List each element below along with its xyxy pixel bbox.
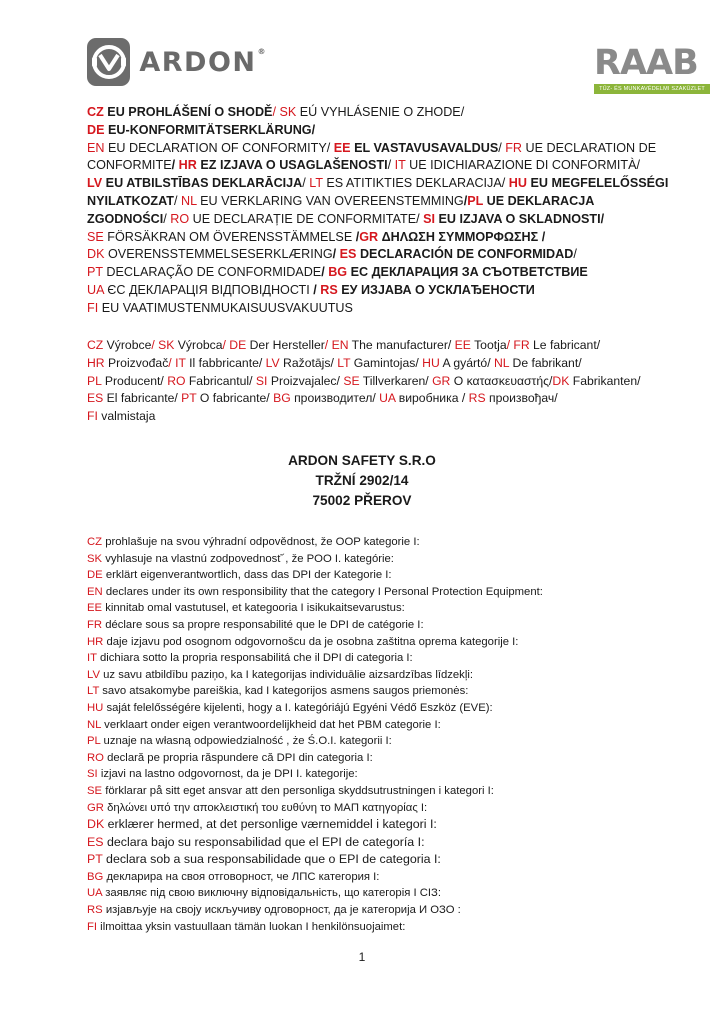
language-code: EE xyxy=(87,602,103,615)
line-text: DECLARAÇÃO DE CONFORMIDADE xyxy=(102,265,322,280)
declaration-text: ilmoittaa yksin vastuullaan tämän luokan I henkilönsuojaimet: xyxy=(97,920,406,933)
line-text: Fabricantul/ xyxy=(185,373,256,388)
declaration-line xyxy=(87,783,697,800)
title-line xyxy=(87,140,657,158)
declaration-text: daje izjavu pod osognom odgovornošcu da je osobna zaštitna oprema kategorije I: xyxy=(103,635,519,648)
line-text: ΔΗΛΩΣΗ ΣΥΜΜΟΡΦΩΣΗΣ / xyxy=(378,229,546,244)
title-line xyxy=(87,104,647,122)
language-code: GR xyxy=(359,229,379,244)
language-code: RO xyxy=(87,751,104,764)
title-line xyxy=(87,246,647,264)
line-text: / xyxy=(355,229,360,244)
company-city: 75002 PŘEROV xyxy=(312,493,412,508)
language-code: SI xyxy=(423,211,435,226)
language-code: UA xyxy=(379,391,396,406)
declaration-text: изјављује на своју искључиву одговорност, да је категорија И ОЗО : xyxy=(102,904,461,917)
language-code: / xyxy=(222,338,230,352)
declaration-text: verklaart onder eigen verantwoordelijkheid dat het PBM categorie I: xyxy=(101,718,441,731)
language-code: CZ xyxy=(87,338,104,352)
raab-logo-text: RAAB xyxy=(594,43,698,83)
raab-logo xyxy=(594,43,710,96)
language-code: DK xyxy=(552,373,570,388)
declaration-line xyxy=(87,534,697,551)
line-text: OVERENSSTEMMELSESERKLÆRING xyxy=(104,247,333,262)
line-text: ЄС ДЕКЛАРАЦІЯ ВІДПОВІДНОСТІ xyxy=(103,282,314,297)
line-text: Výrobce xyxy=(103,338,152,352)
language-code: FR xyxy=(513,338,530,352)
declaration-line xyxy=(87,766,697,783)
declaration-statements xyxy=(87,534,697,935)
line-text: The manufacturer/ xyxy=(348,338,455,352)
language-code: HU xyxy=(508,176,527,191)
line-text: Tootja xyxy=(470,338,507,352)
language-code: SK xyxy=(87,552,103,565)
language-code: ES xyxy=(339,247,357,262)
declaration-line xyxy=(87,584,697,601)
declaration-line xyxy=(87,733,697,750)
language-code: SI xyxy=(255,373,268,388)
line-text: производител/ xyxy=(290,391,380,406)
line-text: Proizvođač xyxy=(104,355,169,370)
declaration-text: erklärt eigenverantwortlich, dass das DPI der Kategorie I: xyxy=(102,569,392,582)
declaration-text: declara sob a sua responsabilidade que o EPI de categoria I: xyxy=(102,852,441,867)
manufacturer-line xyxy=(87,355,687,373)
language-code: RO xyxy=(170,211,190,226)
language-code: PL xyxy=(467,193,484,208)
language-code: DK xyxy=(87,247,105,262)
language-code: FI xyxy=(87,920,98,933)
language-code: EN xyxy=(87,140,105,155)
line-text: Gamintojas/ xyxy=(350,355,423,370)
language-code: SE xyxy=(87,229,104,244)
language-code: HR xyxy=(178,158,197,173)
language-code: EN xyxy=(87,585,103,598)
ardon-badge-icon xyxy=(87,38,130,86)
line-text: EZ IZJAVA O USAGLAŠENOSTI xyxy=(196,158,388,173)
company-name: ARDON SAFETY S.R.O xyxy=(288,453,436,468)
language-code: SE xyxy=(343,373,360,388)
language-code: PT xyxy=(87,265,103,280)
raab-tagline: TŰZ- ÉS MUNKAVÉDELMI SZAKÜZLET xyxy=(594,84,710,94)
language-code: LV xyxy=(265,355,280,370)
title-line xyxy=(87,175,669,193)
language-code: CZ xyxy=(87,105,104,119)
ardon-logo-text: ARDON® xyxy=(139,46,267,78)
language-code: / xyxy=(506,338,514,352)
language-code: EE xyxy=(333,140,351,155)
line-text: EU DECLARATION OF CONFORMITY/ xyxy=(104,140,334,155)
declaration-text: dichiara sotto la propria responsabilitá che il DPI di categoria I: xyxy=(96,652,413,665)
language-code: IT xyxy=(87,652,97,665)
line-text: / xyxy=(463,193,468,208)
language-code: NL xyxy=(180,193,197,208)
declaration-line xyxy=(87,816,697,834)
declaration-line xyxy=(87,851,697,869)
declaration-text: kinnitab omal vastutusel, et kategooria I isikukaitsevarustus: xyxy=(102,602,405,615)
company-street: TRŽNÍ 2902/14 xyxy=(315,473,409,488)
line-text: ZGODNOŚCI xyxy=(87,211,164,226)
declaration-text: déclare sous sa propre responsabilité que le DPI de catégorie I: xyxy=(102,618,424,631)
language-code: LT xyxy=(309,176,323,191)
declaration-text: заявляє під свою виключну відповідальність, що категорія I СІЗ: xyxy=(102,887,442,900)
language-code: HR xyxy=(87,355,105,370)
language-code: PL xyxy=(87,373,102,388)
line-text: UE IDICHIARAZIONE DI CONFORMITÀ/ xyxy=(405,158,641,173)
title-line xyxy=(87,282,647,300)
line-text: / xyxy=(332,247,340,262)
language-code: DE xyxy=(229,338,247,352)
language-code: UA xyxy=(87,282,104,297)
language-code: SE xyxy=(87,784,103,797)
line-text: Producent/ xyxy=(101,373,168,388)
line-text: CONFORMITE xyxy=(87,158,172,173)
line-text: valmistaja xyxy=(97,409,156,424)
line-text: / xyxy=(173,193,181,208)
language-code: LT xyxy=(337,355,351,370)
line-text: EU VAATIMUSTENMUKAISUUSVAKUUTUS xyxy=(98,300,353,315)
declaration-line xyxy=(87,634,697,651)
declaration-line xyxy=(87,919,697,936)
language-code: BG xyxy=(328,265,348,280)
declaration-line xyxy=(87,885,697,902)
language-code: PT xyxy=(181,391,197,406)
line-text: NYILATKOZAT xyxy=(87,193,174,208)
line-text: / xyxy=(321,265,329,280)
line-text: EU-KONFORMITÄTSERKLÄRUNG/ xyxy=(104,122,316,137)
language-code: IT xyxy=(394,158,406,173)
declaration-text: δηλώνει υπό την αποκλειστική του ευθύνη το ΜΑΠ κατηγορίας I: xyxy=(103,801,428,814)
line-text: / xyxy=(313,282,321,297)
declaration-line xyxy=(87,902,697,919)
declaration-text: uz savu atbildību paziņo, ka I kategorijas individuālie aizsardzības līdzekļi: xyxy=(99,668,473,681)
line-text: EU ATBILSTĪBAS DEKLARĀCIJA xyxy=(102,176,303,191)
language-code: GR xyxy=(432,373,451,388)
manufacturer-line xyxy=(87,337,687,355)
language-code: DE xyxy=(87,122,105,137)
declaration-line xyxy=(87,600,697,617)
language-code: EE xyxy=(454,338,471,352)
line-text: Tillverkaren/ xyxy=(359,373,433,388)
title-line xyxy=(87,264,647,282)
declaration-text: declara bajo su responsabilidad que el EPI de categoría I: xyxy=(103,834,425,849)
line-text: El fabricante/ xyxy=(103,391,182,406)
language-code: CZ xyxy=(87,536,103,548)
line-text: EU IZJAVA O SKLADNOSTI/ xyxy=(435,211,605,226)
declaration-line xyxy=(87,551,697,568)
declaration-title-block xyxy=(87,104,669,318)
language-code: SK xyxy=(279,105,297,119)
manufacturer-line xyxy=(87,408,687,426)
line-text: ES ATITIKTIES DEKLARACIJA/ xyxy=(322,176,509,191)
language-code: IT xyxy=(175,355,186,370)
line-text: / xyxy=(387,158,395,173)
declaration-text: savo atsakomybe pareiškia, kad I kategorijos asmens saugos priemonės: xyxy=(99,685,469,698)
language-code: LT xyxy=(87,685,100,698)
line-text: EÚ VYHLÁSENIE O ZHODE/ xyxy=(296,105,465,119)
language-code: NL xyxy=(493,355,510,370)
declaration-text: prohlašuje na svou výhradní odpovědnost, že OOP kategorie I: xyxy=(102,536,420,548)
language-code: EN xyxy=(331,338,349,352)
language-code: SK xyxy=(158,338,175,352)
declaration-line xyxy=(87,750,697,767)
declaration-line xyxy=(87,567,697,584)
language-code: / xyxy=(151,338,159,352)
language-code: FI xyxy=(87,409,98,424)
line-text: Der Hersteller xyxy=(246,338,325,352)
title-line xyxy=(87,211,647,229)
language-code: GR xyxy=(87,801,104,814)
manufacturer-line xyxy=(87,373,687,391)
language-code: FR xyxy=(87,618,103,631)
line-text: / xyxy=(573,247,577,262)
title-line xyxy=(87,157,647,175)
line-text: EU VERKLARING VAN OVEREENSTEMMING xyxy=(196,193,464,208)
language-code: LV xyxy=(87,176,103,191)
declaration-line xyxy=(87,683,697,700)
line-text: Fabrikanten/ xyxy=(569,373,641,388)
declaration-text: vyhlasuje na vlastnú zodpovednosť´, že POO I. kategórie: xyxy=(102,552,394,565)
line-text: EU MEGFELELŐSSÉGI xyxy=(526,176,669,191)
declaration-line xyxy=(87,650,697,667)
language-code: HR xyxy=(87,635,104,648)
line-text: произвођач/ xyxy=(485,391,558,406)
language-code: RS xyxy=(87,904,103,917)
declaration-line xyxy=(87,869,697,886)
manufacturer-label-block xyxy=(87,337,687,426)
line-text: EU PROHLÁŠENÍ O SHODĚ xyxy=(103,105,273,119)
language-code: RO xyxy=(167,373,186,388)
line-text: DECLARACIÓN DE CONFORMIDAD xyxy=(356,247,574,262)
line-text: Ražotājs/ xyxy=(279,355,338,370)
declaration-text: declares under its own responsibility that the category I Personal Protection Equipment: xyxy=(102,585,543,598)
language-code: / xyxy=(324,338,332,352)
line-text: / xyxy=(163,211,171,226)
language-code: PT xyxy=(87,852,103,867)
line-text: / xyxy=(171,158,179,173)
language-code: FI xyxy=(87,300,99,315)
declaration-text: declară pe propria răspundere că DPI din categoria I: xyxy=(103,751,373,764)
language-code: NL xyxy=(87,718,102,731)
declaration-line xyxy=(87,667,697,684)
declaration-line xyxy=(87,717,697,734)
language-code: LV xyxy=(87,668,100,681)
language-code: PL xyxy=(87,735,101,748)
language-code: SI xyxy=(87,768,98,781)
line-text: UE DECLARATION DE xyxy=(522,140,657,155)
line-text: EL VASTAVUSAVALDUS xyxy=(350,140,499,155)
language-code: DE xyxy=(87,569,103,582)
language-code: RS xyxy=(320,282,338,297)
language-code: ES xyxy=(87,391,104,406)
line-text: UE DEKLARACJA xyxy=(483,193,595,208)
title-line xyxy=(87,229,647,247)
declaration-text: saját felelősségére kijelenti, hogy a I. kategóriájú Egyéni Védő Eszköz (EVE): xyxy=(103,701,493,714)
line-text: A gyártó/ xyxy=(439,355,494,370)
language-code: UA xyxy=(87,887,103,900)
language-code: / xyxy=(168,355,176,370)
page-number: 1 xyxy=(358,950,366,964)
ardon-logo xyxy=(87,38,267,86)
language-code: BG xyxy=(87,870,104,883)
declaration-line xyxy=(87,834,697,852)
line-text: Il fabbricante/ xyxy=(185,355,266,370)
declaration-line xyxy=(87,800,697,817)
line-text: Ο κατασκευαστής/ xyxy=(450,373,553,388)
line-text: O fabricante/ xyxy=(196,391,274,406)
language-code: ES xyxy=(87,834,104,849)
line-text: / xyxy=(302,176,310,191)
language-code: DK xyxy=(87,817,105,832)
manufacturer-line xyxy=(87,390,687,408)
declaration-text: förklarar på sitt eget ansvar att den personliga skyddsutrustningen i kategori I: xyxy=(102,784,494,797)
line-text: De fabrikant/ xyxy=(509,355,582,370)
language-code: HU xyxy=(422,355,440,370)
declaration-text: uznaje na własną odpowiedzialność , że Ś.O.I. kategorii I: xyxy=(100,735,392,748)
line-text: виробника / xyxy=(395,391,469,406)
line-text: ЕС ДЕКЛАРАЦИЯ ЗА СЪОТВЕТСТВИЕ xyxy=(347,265,588,280)
language-code: / xyxy=(272,105,280,119)
declaration-text: izjavi na lastno odgovornost, da je DPI I. kategorije: xyxy=(97,768,358,781)
title-line xyxy=(87,193,647,211)
line-text: / xyxy=(498,140,506,155)
line-text: Výrobca xyxy=(174,338,223,352)
line-text: FÖRSÄKRAN OM ÖVERENSSTÄMMELSE xyxy=(103,229,356,244)
line-text: ЕУ ИЗЈАВА О УСКЛАЂЕНОСТИ xyxy=(337,282,535,297)
declaration-text: erklærer hermed, at det personlige værnemiddel i kategori I: xyxy=(104,817,437,832)
line-text: UE DECLARAȚIE DE CONFORMITATE/ xyxy=(189,211,424,226)
language-code: BG xyxy=(273,391,291,406)
declaration-text: декларира на своя отговорност, че ЛПС категория I: xyxy=(103,870,380,883)
line-text: Proizvajalec/ xyxy=(267,373,344,388)
language-code: RS xyxy=(468,391,486,406)
title-line xyxy=(87,122,647,140)
language-code: FR xyxy=(505,140,523,155)
declaration-line xyxy=(87,617,697,634)
title-line xyxy=(87,300,647,318)
language-code: HU xyxy=(87,701,104,714)
line-text: Le fabricant/ xyxy=(529,338,601,352)
declaration-line xyxy=(87,700,697,717)
